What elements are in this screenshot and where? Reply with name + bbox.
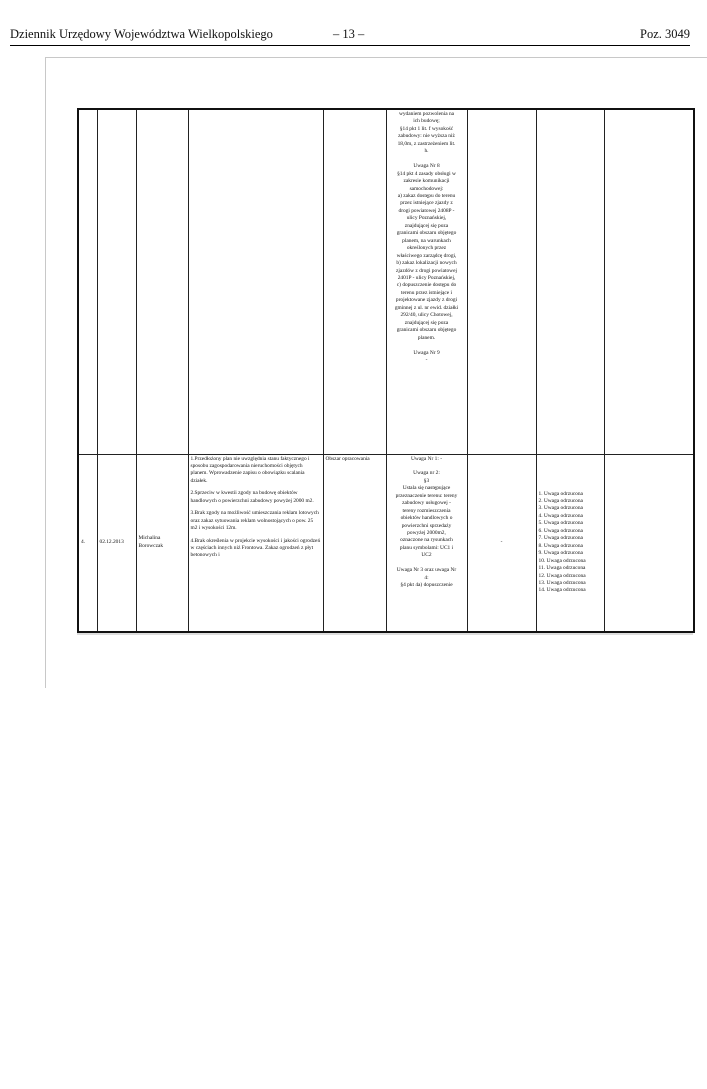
submitter-name: Michalina Borowczak [136,454,188,632]
row-number: 4. [78,454,97,632]
resolution-item: 10. Uwaga odrzucona [538,557,586,564]
resolution-item: 12. Uwaga odrzucona [538,572,586,579]
resolution-item: 8. Uwaga odrzucona [538,542,583,549]
cell-empty [536,109,604,454]
remark-item: 4.Brak określenia w projekcie wysokości i jakości ogrodzeń w częściach innych niż Frontowa. Zakaz ogrodzeń z płyt betonowych i [190,537,321,559]
cell-empty [604,109,694,454]
page-header [10,25,690,46]
resolution-item: 3. Uwaga odrzucona [538,505,583,512]
resolution-item: 2. Uwaga odrzucona [538,498,583,505]
table-row [78,109,694,454]
resolutions-list [536,454,604,632]
plan-provisions-cell: Uwaga Nr 1: - Uwaga nr 2: §3 Ustala się następujące przeznaczenie terenu: tereny zabudowy usługowej - tereny rozmieszczenia obiektów handlowych o powierzchni sprzedaży powyżej 2000m2, oznaczone na rysunkach planu symbolami: UC1 i UC2 Uwaga Nr 3 oraz uwaga Nr 4: §4 pkt 4a) dopuszczenie [386,454,467,632]
resolution-item: 5. Uwaga odrzucona [538,520,583,527]
cell-empty [604,454,694,632]
resolution-mark: - [467,454,536,632]
resolution-item: 9. Uwaga odrzucona [538,550,583,557]
cell-empty [136,109,188,454]
resolution-item: 14. Uwaga odrzucona [538,587,586,594]
cell-empty [188,109,323,454]
cell-empty [78,109,97,454]
table-shadow [77,633,693,635]
submission-date: 02.12.2013 [97,454,136,632]
page-number: – 13 – [333,27,365,41]
resolution-item: 4. Uwaga odrzucona [538,512,583,519]
plan-provisions-cell: wydaniem pozwolenia na ich budowę; §14 pkt 1 lit. f wysokość zabudowy: nie wyższa niż 18,0m, z zastrzeżeniem lit. h. Uwaga Nr 8 §14 pkt 4 zasady obsługi w zakresie komunikacji samochodowej: a) zakaz dostępu do terenu przez istniejące zjazdy z drogi powiatowej 2408P - ulicy Poznańskiej, znajdującej się poza granicami obszaru objętego planem, na warunkach określonych przez właściwego zarządcę drogi, b) zakaz lokalizacji nowych zjazdów z drogi powiatowej 2401P - ulicy Poznańskiej, c) dopuszczenie dostępu do terenu przez istniejące i projektowane zjazdy z drogi gminnej z ul. nr ewid. działki 292/40, ulicy Chotowej, znajdującej się poza granicami obszaru objętego planem. Uwaga Nr 9 - [386,109,467,454]
area-designation: Obszar opracowania [323,454,386,632]
journal-title: Dziennik Urzędowy Województwa Wielkopolskiego [10,27,273,41]
cell-empty [97,109,136,454]
remarks-table [77,108,695,633]
resolution-item: 13. Uwaga odrzucona [538,580,586,587]
position-number: Poz. 3049 [640,27,690,41]
resolution-item: 11. Uwaga odrzucona [538,565,586,572]
resolution-item: 7. Uwaga odrzucona [538,535,583,542]
resolution-item: 6. Uwaga odrzucona [538,527,583,534]
cell-empty [323,109,386,454]
cell-empty [467,109,536,454]
resolution-item: 1. Uwaga odrzucona [538,490,583,497]
table-row [78,454,694,632]
remark-item: 3.Brak zgody na możliwość umieszczania reklam lotowych oraz zakaz sytuowania reklam wolnostojących o pow. 25 m2 i wysokości 12m. [190,510,319,532]
remark-item: 1.Przedłożony plan nie uwzględnia stanu faktycznego i sposobu zagospodarowania nieruchomości objętych planem. Wprowadzenie zapisu o obowiązku scalania działek. [190,455,310,484]
remark-item: 2.Sprzeciw w kwestii zgody na budowę obiektów handlowych o powierzchni zabudowy powyżej 2000 m2. [190,490,314,504]
remarks-content [188,454,323,632]
